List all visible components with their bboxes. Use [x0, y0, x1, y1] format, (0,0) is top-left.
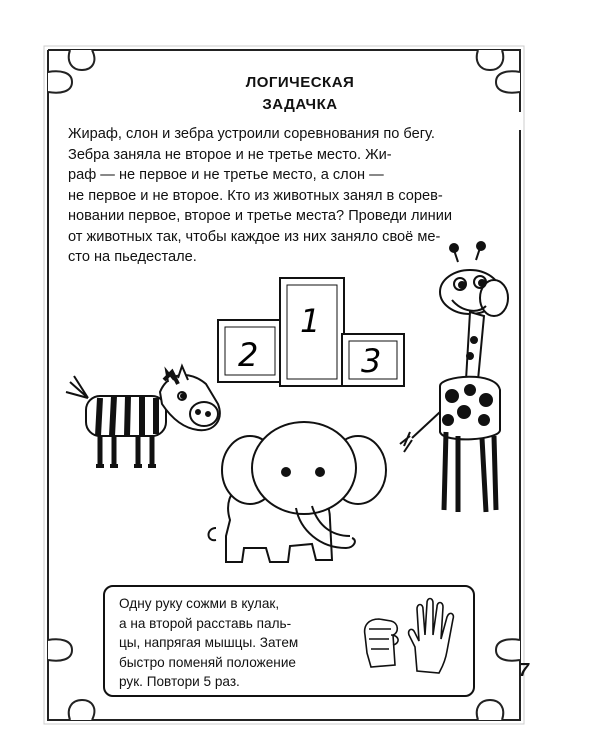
task-line: сто на пьедестале. [68, 249, 197, 265]
task-line: Зебра заняла не второе и не третье место. Жи- [68, 146, 392, 163]
task-line: от животных так, чтобы каждое из них заняло своё ме- [68, 228, 441, 245]
exercise-text [119, 594, 351, 692]
zebra-icon[interactable] [66, 366, 220, 466]
exercise-line: рук. Повтори 5 раз. [119, 674, 240, 689]
task-line: Жираф, слон и зебра устроили соревнования по бегу. [68, 126, 435, 142]
exercise-line: Одну руку сожми в кулак, [119, 596, 280, 611]
exercise-line: быстро поменяй положение [119, 654, 296, 670]
title-line-1: ЛОГИЧЕСКАЯ [245, 74, 355, 91]
task-line: не первое и не второе. Кто из животных занял в сорев- [68, 187, 443, 204]
task-line: новании первое, второе и третье места? Проведи линии [68, 208, 453, 224]
podium-number-3: 3 [361, 342, 382, 380]
task-line: раф — не первое и не третье место, а слон — [68, 167, 384, 183]
fist-icon [365, 619, 398, 667]
exercise-line: цы, напрягая мышцы. Затем [119, 635, 299, 650]
title-line-2: ЗАДАЧКА [262, 96, 338, 113]
elephant-icon[interactable] [209, 422, 387, 562]
hands-illustration [355, 595, 467, 691]
giraffe-icon[interactable] [400, 242, 508, 512]
podium-number-1: 1 [300, 302, 321, 340]
exercise-line: а на второй расставь паль- [119, 615, 292, 631]
open-hand-icon [409, 599, 454, 674]
exercise-box [103, 585, 475, 697]
podium-number-2: 2 [238, 336, 259, 374]
page-number: 7 [518, 660, 529, 680]
